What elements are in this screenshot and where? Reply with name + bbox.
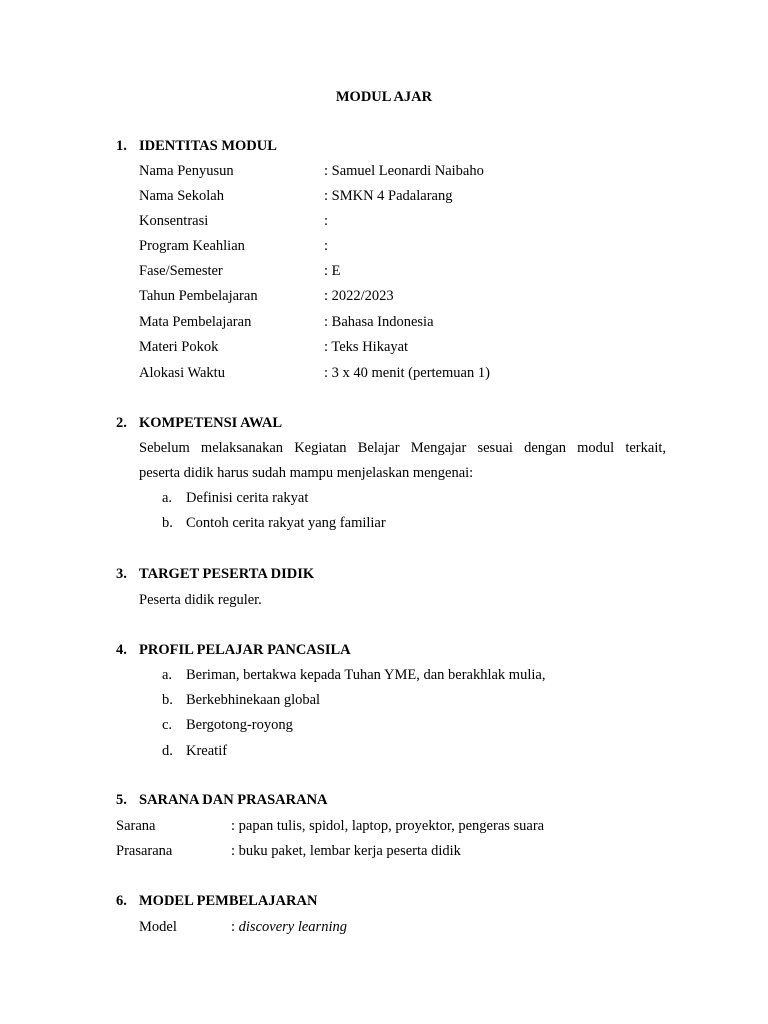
section-3-number: 3. (116, 566, 127, 582)
document-title: MODUL AJAR (335, 89, 433, 105)
section-6-number: 6. (116, 893, 127, 909)
list-item: Definisi cerita rakyat (186, 490, 309, 506)
identity-value: : Teks Hikayat (324, 339, 409, 355)
identity-label: Program Keahlian (139, 238, 245, 254)
identity-label: Alokasi Waktu (139, 365, 225, 381)
facility-value: : buku paket, lembar kerja peserta didik (231, 843, 461, 859)
identity-label: Nama Sekolah (139, 188, 224, 204)
list-item: Kreatif (186, 743, 228, 759)
paragraph-line: Sebelum melaksanakan Kegiatan Belajar Mengajar sesuai dengan modul terkait, (139, 440, 666, 456)
section-1-number: 1. (116, 138, 127, 154)
list-item: Bergotong-royong (186, 717, 293, 733)
section-5-heading: SARANA DAN PRASARANA (139, 792, 328, 808)
section-3-text: Peserta didik reguler. (139, 592, 262, 608)
identity-value: : E (324, 263, 341, 279)
identity-value: : 2022/2023 (324, 288, 394, 304)
identity-label: Nama Penyusun (139, 163, 234, 179)
list-item-letter: b. (162, 692, 173, 708)
facility-label: Sarana (116, 818, 156, 834)
section-6-heading: MODEL PEMBELAJARAN (139, 893, 318, 909)
identity-label: Materi Pokok (139, 339, 219, 355)
model-value-row (231, 918, 347, 936)
section-3-heading: TARGET PESERTA DIDIK (139, 566, 315, 582)
identity-label: Fase/Semester (139, 263, 223, 279)
identity-label: Tahun Pembelajaran (139, 288, 258, 304)
facility-label: Prasarana (116, 843, 173, 859)
section-4-number: 4. (116, 642, 127, 658)
list-item-letter: c. (162, 717, 173, 733)
identity-value: : 3 x 40 menit (pertemuan 1) (324, 365, 490, 381)
list-item: Beriman, bertakwa kepada Tuhan YME, dan berakhlak mulia, (186, 667, 546, 683)
identity-label: Mata Pembelajaran (139, 314, 252, 330)
model-label: Model (139, 919, 177, 935)
list-item-letter: d. (162, 743, 173, 759)
identity-value: : Bahasa Indonesia (324, 314, 434, 330)
list-item-letter: a. (162, 667, 173, 683)
identity-value: : (324, 238, 329, 254)
list-item: Contoh cerita rakyat yang familiar (186, 515, 386, 531)
section-4-heading: PROFIL PELAJAR PANCASILA (139, 642, 351, 658)
section-2-heading: KOMPETENSI AWAL (139, 415, 283, 431)
facility-value: : papan tulis, spidol, laptop, proyektor, pengeras suara (231, 818, 545, 834)
identity-value: : SMKN 4 Padalarang (324, 188, 453, 204)
list-item-letter: a. (162, 490, 173, 506)
list-item-letter: b. (162, 515, 173, 531)
identity-value: : Samuel Leonardi Naibaho (324, 163, 484, 179)
paragraph-line: peserta didik harus sudah mampu menjelaskan mengenai: (139, 465, 474, 481)
model-colon: : (231, 919, 239, 935)
section-5-number: 5. (116, 792, 127, 808)
identity-label: Konsentrasi (139, 213, 209, 229)
section-1-heading: IDENTITAS MODUL (139, 138, 277, 154)
identity-value: : (324, 213, 329, 229)
model-value: discovery learning (238, 919, 347, 935)
section-2-number: 2. (116, 415, 127, 431)
list-item: Berkebhinekaan global (186, 692, 321, 708)
